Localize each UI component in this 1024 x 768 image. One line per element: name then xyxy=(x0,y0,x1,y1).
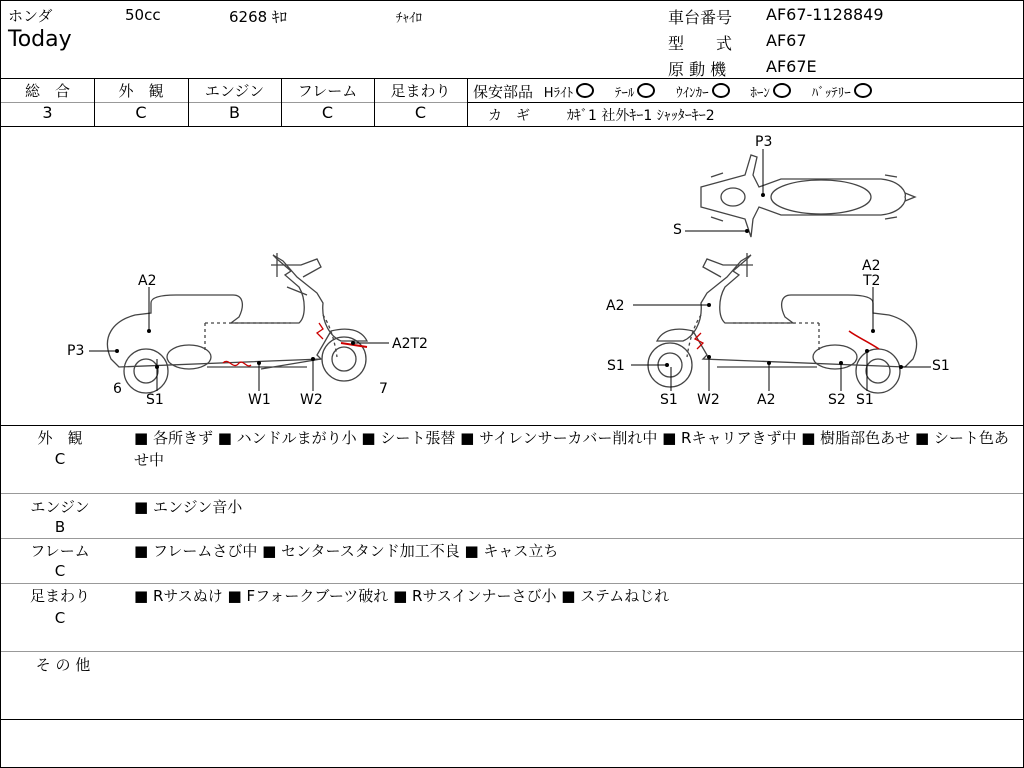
damage-label: P3 xyxy=(755,134,773,150)
winker-ok-icon xyxy=(712,83,730,98)
condition-grade: B xyxy=(54,518,66,536)
condition-grade: C xyxy=(54,450,66,468)
horn-ok-icon xyxy=(773,83,791,98)
condition-label: フレーム xyxy=(30,542,90,560)
damage-label: A2 xyxy=(606,298,625,314)
damage-label: W1 xyxy=(248,392,271,408)
damage-label: S1 xyxy=(660,392,678,408)
frame-grade: C xyxy=(321,103,334,122)
overall-label: 総 合 xyxy=(24,82,70,100)
displacement: 50cc xyxy=(125,6,161,24)
divider xyxy=(1,78,1023,79)
damage-label: S1 xyxy=(932,358,950,374)
damage-label: A2T2 xyxy=(392,336,428,352)
damage-label: 6 xyxy=(113,381,122,397)
divider xyxy=(1,583,1023,584)
divider xyxy=(467,102,1023,103)
condition-row-engine xyxy=(1,496,1023,538)
divider xyxy=(1,538,1023,539)
damage-label: S1 xyxy=(146,392,164,408)
damage-label: S1 xyxy=(607,358,625,374)
engine-label: エンジン xyxy=(204,82,265,100)
keys-info: ｶｷﾞ1 社外ｷｰ1 ｼｬｯﾀｰｷｰ2 xyxy=(567,108,715,124)
headlight-label: Hﾗｲﾄ xyxy=(543,86,574,101)
condition-text: ■ Rサスぬけ ■ Fフォークブーツ破れ ■ Rサスインナーさび小 ■ ステムねじれ xyxy=(134,587,670,605)
key-label: カ ギ xyxy=(488,108,530,124)
damage-label: 7 xyxy=(379,381,388,397)
frame-no-label: 車台番号 xyxy=(668,8,733,27)
condition-text: ■ 各所きず ■ ハンドルまがり小 ■ シート張替 ■ サイレンサーカバー削れ中 ■ Rキャリアきず中 ■ 樹脂部色あせ ■ シート色あせ中 xyxy=(134,429,1009,469)
headlight-ok-icon xyxy=(576,83,594,98)
damage-label: P3 xyxy=(67,343,85,359)
overall-grade: 3 xyxy=(42,103,53,122)
damage-label: S1 xyxy=(856,392,874,408)
pointer-lines xyxy=(89,149,931,391)
condition-grade: C xyxy=(54,609,66,627)
color: ﾁｬｲﾛ xyxy=(396,11,422,26)
condition-row-other xyxy=(1,654,1023,716)
maker: ホンダ xyxy=(8,7,53,25)
condition-label: 足まわり xyxy=(29,587,90,605)
damage-label: W2 xyxy=(697,392,720,408)
divider xyxy=(1,425,1023,426)
damage-label: S xyxy=(673,222,682,238)
exterior-grade: C xyxy=(135,103,147,122)
frame-no: AF67-1128849 xyxy=(766,5,884,24)
safety-parts xyxy=(473,81,878,102)
engine-model: AF67E xyxy=(766,57,817,76)
condition-row-suspension xyxy=(1,585,1023,651)
exterior-label: 外 観 xyxy=(118,82,164,100)
engine-model-label: 原 動 機 xyxy=(668,60,727,79)
suspension-label: 足まわり xyxy=(390,82,451,100)
type-value: AF67 xyxy=(766,31,807,50)
divider xyxy=(1,719,1023,720)
scooter-top-view xyxy=(701,155,915,237)
divider xyxy=(1,651,1023,652)
engine-grade: B xyxy=(229,103,240,122)
battery-ok-icon xyxy=(854,83,872,98)
condition-label: そ の 他 xyxy=(35,656,91,674)
damage-label: A2 xyxy=(757,392,776,408)
mileage: 6268 ｷﾛ xyxy=(229,8,287,26)
tail-label: ﾃｰﾙ xyxy=(614,86,635,101)
condition-grade: C xyxy=(54,562,66,580)
tail-ok-icon xyxy=(637,83,655,98)
type-label: 型 式 xyxy=(668,34,733,53)
divider xyxy=(467,78,468,126)
pointer-dots xyxy=(115,193,903,369)
frame-label: フレーム xyxy=(297,82,358,100)
battery-label: ﾊﾞｯﾃﾘｰ xyxy=(811,86,851,101)
condition-row-exterior xyxy=(1,427,1023,493)
divider xyxy=(1,493,1023,494)
safety-label: 保安部品 xyxy=(473,83,534,101)
horn-label: ﾎｰﾝ xyxy=(750,86,770,101)
condition-text: ■ エンジン音小 xyxy=(134,498,243,516)
damage-label: S2 xyxy=(828,392,846,408)
condition-text: ■ フレームさび中 ■ センタースタンド加工不良 ■ キャス立ち xyxy=(134,542,559,560)
condition-label: 外 観 xyxy=(37,429,83,447)
damage-label: A2 xyxy=(862,258,881,274)
suspension-grade: C xyxy=(414,103,427,122)
condition-label: エンジン xyxy=(30,498,90,516)
winker-label: ｳｲﾝｶｰ xyxy=(676,86,709,101)
damage-label: W2 xyxy=(300,392,323,408)
model-name: Today xyxy=(8,27,72,52)
damage-label: A2 xyxy=(138,273,157,289)
damage-label: T2 xyxy=(863,273,881,289)
condition-row-frame xyxy=(1,540,1023,583)
